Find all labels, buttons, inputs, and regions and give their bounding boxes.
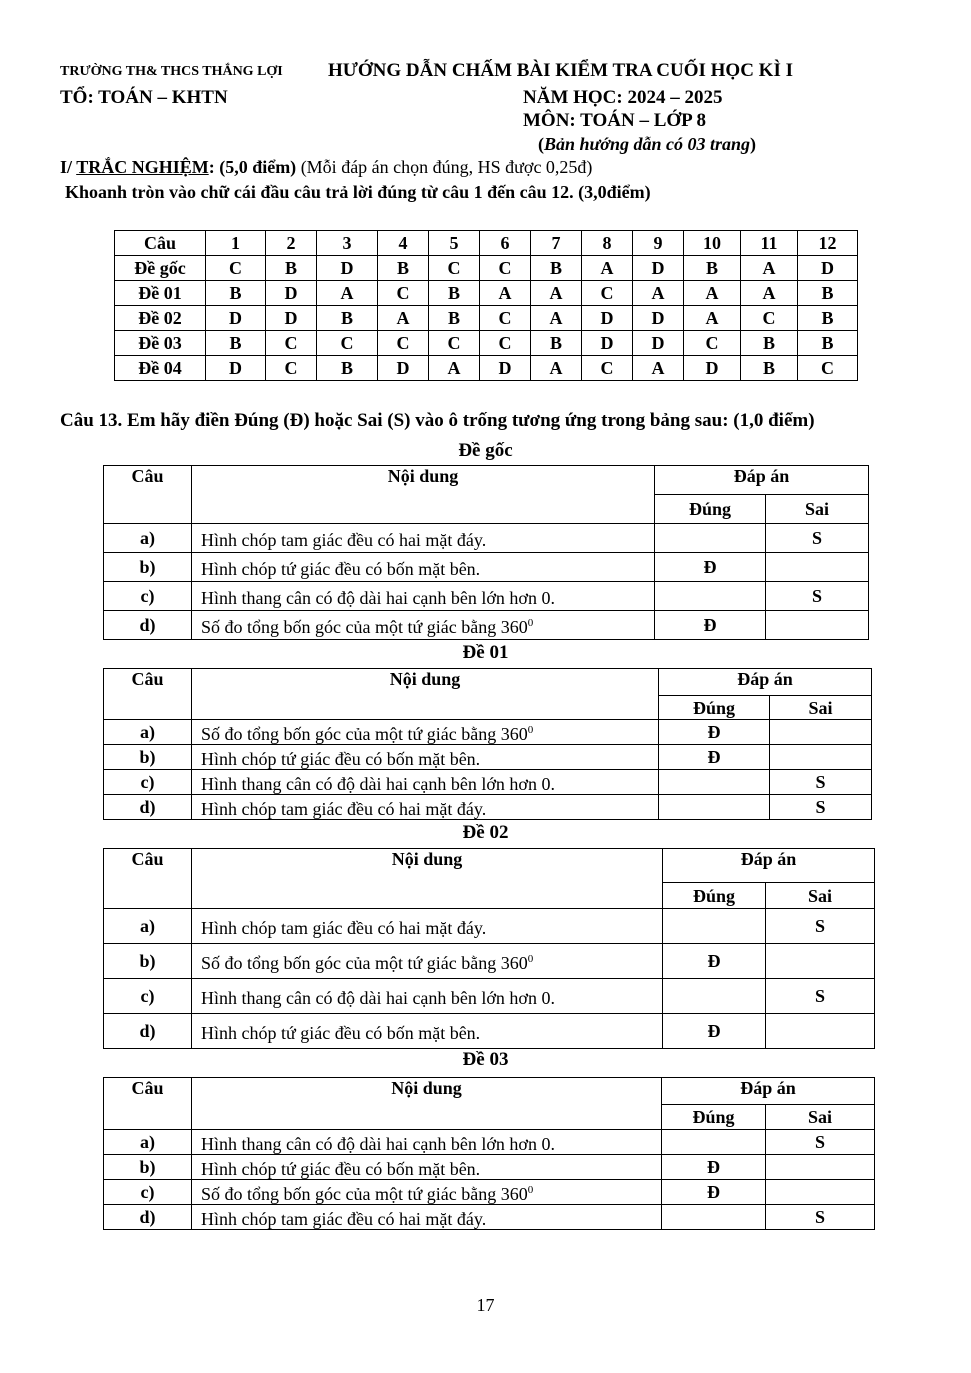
mc-answer-cell: D bbox=[480, 356, 531, 381]
tf-row bbox=[104, 553, 869, 582]
mc-instruction: Khoanh tròn vào chữ cái đầu câu trả lời đúng từ câu 1 đến câu 12. (3,0điểm) bbox=[65, 182, 651, 202]
mc-header-row bbox=[115, 231, 858, 256]
mc-answer-cell: A bbox=[684, 306, 741, 331]
tf-statement bbox=[192, 944, 663, 979]
tf-mark-false: S bbox=[766, 979, 875, 1014]
mc-answer-cell: B bbox=[378, 256, 429, 281]
tf-row bbox=[104, 944, 875, 979]
mc-answer-cell: C bbox=[317, 331, 378, 356]
mc-answer-cell: B bbox=[317, 306, 378, 331]
tf-row bbox=[104, 979, 875, 1014]
mc-header-cell: 11 bbox=[741, 231, 798, 256]
tf-statement-text: Số đo tổng bốn góc của một tứ giác bằng 360 bbox=[201, 1184, 528, 1204]
tf-col-question: Câu bbox=[104, 669, 192, 720]
tf-row bbox=[104, 1130, 875, 1155]
mc-answer-cell: C bbox=[206, 256, 266, 281]
mc-answer-cell: C bbox=[582, 281, 633, 306]
tf-statement-superscript: 0 bbox=[527, 617, 534, 629]
mc-answer-cell: D bbox=[582, 306, 633, 331]
tf-row bbox=[104, 1180, 875, 1205]
mc-answer-cell: D bbox=[633, 331, 684, 356]
tf-statement bbox=[192, 524, 655, 553]
tf-mark-true bbox=[662, 1130, 766, 1155]
tf-row bbox=[104, 1155, 875, 1180]
tf-row bbox=[104, 745, 872, 770]
tf-statement-text: Hình chóp tam giác đều có hai mặt đáy. bbox=[201, 918, 487, 938]
tf-mark-false bbox=[770, 720, 872, 745]
mc-answer-cell: D bbox=[684, 356, 741, 381]
mc-answer-cell: B bbox=[741, 331, 798, 356]
tf-col-content: Nội dung bbox=[192, 466, 655, 524]
tf-col-question: Câu bbox=[104, 466, 192, 524]
mc-answer-table bbox=[114, 230, 858, 381]
tf-mark-true bbox=[663, 909, 766, 944]
mc-header-cell: 3 bbox=[317, 231, 378, 256]
answer-version-title: Đề 02 bbox=[462, 822, 509, 843]
tf-row-label: b) bbox=[104, 1155, 192, 1180]
tf-row-label: c) bbox=[104, 1180, 192, 1205]
mc-answer-cell: D bbox=[266, 281, 317, 306]
tf-statement-text: Hình chóp tứ giác đều có bốn mặt bên. bbox=[201, 749, 481, 769]
mc-version-label: Đề gốc bbox=[115, 256, 206, 281]
tf-col-answer: Đáp án bbox=[655, 466, 869, 495]
tf-statement bbox=[192, 1130, 662, 1155]
tf-statement bbox=[192, 909, 663, 944]
page-count-note-text: Bản hướng dẫn có 03 trang bbox=[544, 134, 750, 154]
school-name: TRƯỜNG TH& THCS THẮNG LỢI bbox=[60, 64, 283, 79]
tf-col-question: Câu bbox=[104, 849, 192, 909]
tf-col-content: Nội dung bbox=[192, 1078, 662, 1130]
mc-answer-cell: A bbox=[741, 256, 798, 281]
tf-row-label: d) bbox=[104, 795, 192, 820]
mc-answer-cell: C bbox=[798, 356, 858, 381]
tf-mark-true: Đ bbox=[662, 1180, 766, 1205]
tf-col-false: Sai bbox=[766, 495, 869, 524]
tf-row-label: a) bbox=[104, 909, 192, 944]
tf-statement-text: Hình thang cân có độ dài hai cạnh bên lớn hơn 0. bbox=[201, 1134, 555, 1154]
tf-statement-text: Hình thang cân có độ dài hai cạnh bên lớn hơn 0. bbox=[201, 774, 555, 794]
mc-answer-cell: C bbox=[378, 331, 429, 356]
answer-version-title: Đề 01 bbox=[462, 642, 509, 663]
tf-row-label: c) bbox=[104, 979, 192, 1014]
tf-row bbox=[104, 524, 869, 553]
mc-answer-cell: D bbox=[798, 256, 858, 281]
tf-statement-text: Hình chóp tứ giác đều có bốn mặt bên. bbox=[201, 559, 481, 579]
tf-statement bbox=[192, 1205, 662, 1230]
tf-col-true: Đúng bbox=[662, 1105, 766, 1130]
mc-answer-cell: C bbox=[429, 331, 480, 356]
tf-row-label: d) bbox=[104, 1205, 192, 1230]
mc-version-label: Đề 02 bbox=[115, 306, 206, 331]
document-title: HƯỚNG DẪN CHẤM BÀI KIỂM TRA CUỐI HỌC KÌ I bbox=[328, 60, 793, 81]
mc-answer-cell: C bbox=[480, 331, 531, 356]
mc-answer-cell: A bbox=[531, 356, 582, 381]
true-false-table bbox=[103, 465, 869, 640]
tf-mark-true: Đ bbox=[663, 1014, 766, 1049]
tf-header-row bbox=[104, 1078, 875, 1105]
tf-mark-false bbox=[766, 944, 875, 979]
mc-version-label: Đề 01 bbox=[115, 281, 206, 306]
mc-answer-cell: A bbox=[684, 281, 741, 306]
mc-row bbox=[115, 356, 858, 381]
mc-answer-cell: A bbox=[429, 356, 480, 381]
mc-answer-cell: C bbox=[480, 256, 531, 281]
mc-answer-cell: B bbox=[429, 306, 480, 331]
tf-statement-text: Số đo tổng bốn góc của một tứ giác bằng 360 bbox=[201, 724, 528, 744]
tf-col-content: Nội dung bbox=[192, 669, 659, 720]
tf-mark-true: Đ bbox=[655, 553, 766, 582]
mc-answer-cell: D bbox=[633, 306, 684, 331]
question-13-heading: Câu 13. Em hãy điền Đúng (Đ) hoặc Sai (S) vào ô trống tương ứng trong bảng sau: (1,0 điểm) bbox=[60, 410, 815, 431]
mc-answer-cell: B bbox=[206, 331, 266, 356]
mc-answer-cell: C bbox=[266, 356, 317, 381]
mc-answer-cell: C bbox=[480, 306, 531, 331]
tf-mark-false: S bbox=[770, 770, 872, 795]
mc-answer-cell: D bbox=[378, 356, 429, 381]
tf-statement bbox=[192, 795, 659, 820]
tf-mark-true: Đ bbox=[663, 944, 766, 979]
tf-mark-true: Đ bbox=[659, 720, 770, 745]
tf-row-label: b) bbox=[104, 745, 192, 770]
tf-statement bbox=[192, 611, 655, 640]
mc-answer-cell: B bbox=[741, 356, 798, 381]
mc-answer-cell: C bbox=[378, 281, 429, 306]
mc-answer-cell: C bbox=[266, 331, 317, 356]
mc-answer-cell: A bbox=[582, 256, 633, 281]
section-detail: (Mỗi đáp án chọn đúng, HS được 0,25đ) bbox=[296, 157, 593, 177]
mc-answer-cell: A bbox=[741, 281, 798, 306]
mc-row bbox=[115, 256, 858, 281]
mc-row bbox=[115, 281, 858, 306]
mc-answer-cell: C bbox=[429, 256, 480, 281]
tf-statement-text: Số đo tổng bốn góc của một tứ giác bằng 360 bbox=[201, 953, 528, 973]
page-number: 17 bbox=[476, 1295, 495, 1315]
tf-mark-false bbox=[766, 1180, 875, 1205]
school-year: NĂM HỌC: 2024 – 2025 bbox=[523, 87, 723, 108]
tf-mark-true: Đ bbox=[655, 611, 766, 640]
mc-answer-cell: A bbox=[317, 281, 378, 306]
mc-answer-cell: A bbox=[480, 281, 531, 306]
tf-statement bbox=[192, 553, 655, 582]
tf-statement-text: Hình chóp tam giác đều có hai mặt đáy. bbox=[201, 799, 487, 819]
tf-mark-true bbox=[662, 1205, 766, 1230]
tf-col-true: Đúng bbox=[655, 495, 766, 524]
tf-mark-true bbox=[663, 979, 766, 1014]
tf-statement bbox=[192, 979, 663, 1014]
tf-row-label: d) bbox=[104, 611, 192, 640]
tf-header-row bbox=[104, 669, 872, 696]
tf-header-row bbox=[104, 466, 869, 495]
mc-answer-cell: B bbox=[798, 331, 858, 356]
mc-answer-cell: B bbox=[531, 331, 582, 356]
tf-col-true: Đúng bbox=[659, 696, 770, 720]
tf-header-row bbox=[104, 849, 875, 883]
tf-mark-true bbox=[655, 524, 766, 553]
mc-header-cell: 5 bbox=[429, 231, 480, 256]
tf-statement-text: Hình thang cân có độ dài hai cạnh bên lớn hơn 0. bbox=[201, 988, 555, 1008]
tf-statement-text: Hình chóp tam giác đều có hai mặt đáy. bbox=[201, 1209, 487, 1229]
mc-answer-cell: D bbox=[266, 306, 317, 331]
tf-row bbox=[104, 1205, 875, 1230]
subject: MÔN: TOÁN – LỚP 8 bbox=[523, 110, 706, 131]
tf-mark-false bbox=[766, 1014, 875, 1049]
tf-row bbox=[104, 720, 872, 745]
mc-row bbox=[115, 306, 858, 331]
tf-statement-superscript: 0 bbox=[527, 724, 534, 736]
mc-header-cell: 1 bbox=[206, 231, 266, 256]
mc-header-cell: 8 bbox=[582, 231, 633, 256]
tf-col-false: Sai bbox=[770, 696, 872, 720]
mc-answer-cell: D bbox=[582, 331, 633, 356]
tf-mark-false bbox=[766, 611, 869, 640]
tf-col-answer: Đáp án bbox=[662, 1078, 875, 1105]
tf-row-label: c) bbox=[104, 582, 192, 611]
tf-col-false: Sai bbox=[766, 883, 875, 909]
tf-statement-superscript: 0 bbox=[527, 953, 534, 965]
mc-answer-cell: C bbox=[741, 306, 798, 331]
tf-statement bbox=[192, 1180, 662, 1205]
mc-header-cell: 7 bbox=[531, 231, 582, 256]
tf-row bbox=[104, 770, 872, 795]
tf-row-label: d) bbox=[104, 1014, 192, 1049]
tf-statement-text: Hình chóp tứ giác đều có bốn mặt bên. bbox=[201, 1023, 481, 1043]
tf-statement bbox=[192, 582, 655, 611]
tf-mark-true: Đ bbox=[659, 745, 770, 770]
answer-version-title: Đề gốc bbox=[458, 440, 513, 461]
mc-answer-cell: B bbox=[798, 306, 858, 331]
mc-answer-cell: D bbox=[633, 256, 684, 281]
mc-header-cell: 9 bbox=[633, 231, 684, 256]
tf-col-true: Đúng bbox=[663, 883, 766, 909]
tf-mark-false bbox=[766, 553, 869, 582]
mc-answer-cell: D bbox=[317, 256, 378, 281]
mc-header-cell: 2 bbox=[266, 231, 317, 256]
mc-answer-cell: C bbox=[684, 331, 741, 356]
tf-row-label: b) bbox=[104, 553, 192, 582]
tf-statement-text: Hình chóp tam giác đều có hai mặt đáy. bbox=[201, 530, 487, 550]
mc-answer-cell: C bbox=[582, 356, 633, 381]
tf-row bbox=[104, 795, 872, 820]
mc-header-cell: 4 bbox=[378, 231, 429, 256]
mc-answer-cell: A bbox=[531, 306, 582, 331]
mc-answer-cell: D bbox=[206, 306, 266, 331]
tf-col-answer: Đáp án bbox=[659, 669, 872, 696]
mc-answer-cell: A bbox=[633, 281, 684, 306]
mc-header-cell: 12 bbox=[798, 231, 858, 256]
mc-answer-cell: B bbox=[317, 356, 378, 381]
section-title: TRẮC NGHIỆM bbox=[76, 157, 209, 177]
tf-statement-text: Số đo tổng bốn góc của một tứ giác bằng 360 bbox=[201, 617, 528, 637]
tf-row-label: a) bbox=[104, 1130, 192, 1155]
mc-answer-cell: D bbox=[206, 356, 266, 381]
mc-answer-cell: B bbox=[684, 256, 741, 281]
tf-row bbox=[104, 909, 875, 944]
tf-mark-true bbox=[659, 795, 770, 820]
tf-col-answer: Đáp án bbox=[663, 849, 875, 883]
tf-row bbox=[104, 1014, 875, 1049]
mc-answer-cell: A bbox=[633, 356, 684, 381]
tf-col-false: Sai bbox=[766, 1105, 875, 1130]
page-count-note: (Bản hướng dẫn có 03 trang) bbox=[538, 134, 756, 154]
mc-header-cell: Câu bbox=[115, 231, 206, 256]
answer-version-title: Đề 03 bbox=[462, 1049, 509, 1070]
department: TỔ: TOÁN – KHTN bbox=[60, 87, 228, 108]
mc-answer-cell: B bbox=[266, 256, 317, 281]
tf-statement-text: Hình chóp tứ giác đều có bốn mặt bên. bbox=[201, 1159, 481, 1179]
tf-statement bbox=[192, 720, 659, 745]
tf-mark-false bbox=[770, 745, 872, 770]
mc-answer-cell: B bbox=[429, 281, 480, 306]
tf-mark-false: S bbox=[766, 909, 875, 944]
mc-answer-cell: B bbox=[798, 281, 858, 306]
tf-mark-false: S bbox=[770, 795, 872, 820]
tf-statement bbox=[192, 1014, 663, 1049]
true-false-table bbox=[103, 668, 872, 820]
mc-answer-cell: B bbox=[206, 281, 266, 306]
true-false-table bbox=[103, 848, 875, 1049]
mc-row bbox=[115, 331, 858, 356]
mc-table-body bbox=[115, 231, 858, 381]
tf-row-label: a) bbox=[104, 720, 192, 745]
mc-answer-cell: B bbox=[531, 256, 582, 281]
tf-mark-true: Đ bbox=[662, 1155, 766, 1180]
tf-row bbox=[104, 582, 869, 611]
mc-version-label: Đề 04 bbox=[115, 356, 206, 381]
tf-mark-false: S bbox=[766, 1205, 875, 1230]
tf-mark-true bbox=[655, 582, 766, 611]
tf-statement bbox=[192, 745, 659, 770]
mc-answer-cell: A bbox=[531, 281, 582, 306]
tf-statement bbox=[192, 770, 659, 795]
tf-mark-false bbox=[766, 1155, 875, 1180]
tf-row-label: c) bbox=[104, 770, 192, 795]
mc-answer-cell: A bbox=[378, 306, 429, 331]
tf-row bbox=[104, 611, 869, 640]
tf-mark-false: S bbox=[766, 582, 869, 611]
tf-mark-true bbox=[659, 770, 770, 795]
tf-row-label: b) bbox=[104, 944, 192, 979]
tf-statement-superscript: 0 bbox=[527, 1184, 534, 1196]
mc-header-cell: 10 bbox=[684, 231, 741, 256]
tf-col-content: Nội dung bbox=[192, 849, 663, 909]
tf-col-question: Câu bbox=[104, 1078, 192, 1130]
section-heading: I/ TRẮC NGHIỆM: (5,0 điểm) (Mỗi đáp án chọn đúng, HS được 0,25đ) bbox=[60, 157, 593, 177]
mc-version-label: Đề 03 bbox=[115, 331, 206, 356]
tf-statement bbox=[192, 1155, 662, 1180]
true-false-table bbox=[103, 1077, 875, 1230]
tf-row-label: a) bbox=[104, 524, 192, 553]
tf-mark-false: S bbox=[766, 1130, 875, 1155]
mc-header-cell: 6 bbox=[480, 231, 531, 256]
tf-statement-text: Hình thang cân có độ dài hai cạnh bên lớn hơn 0. bbox=[201, 588, 555, 608]
tf-mark-false: S bbox=[766, 524, 869, 553]
